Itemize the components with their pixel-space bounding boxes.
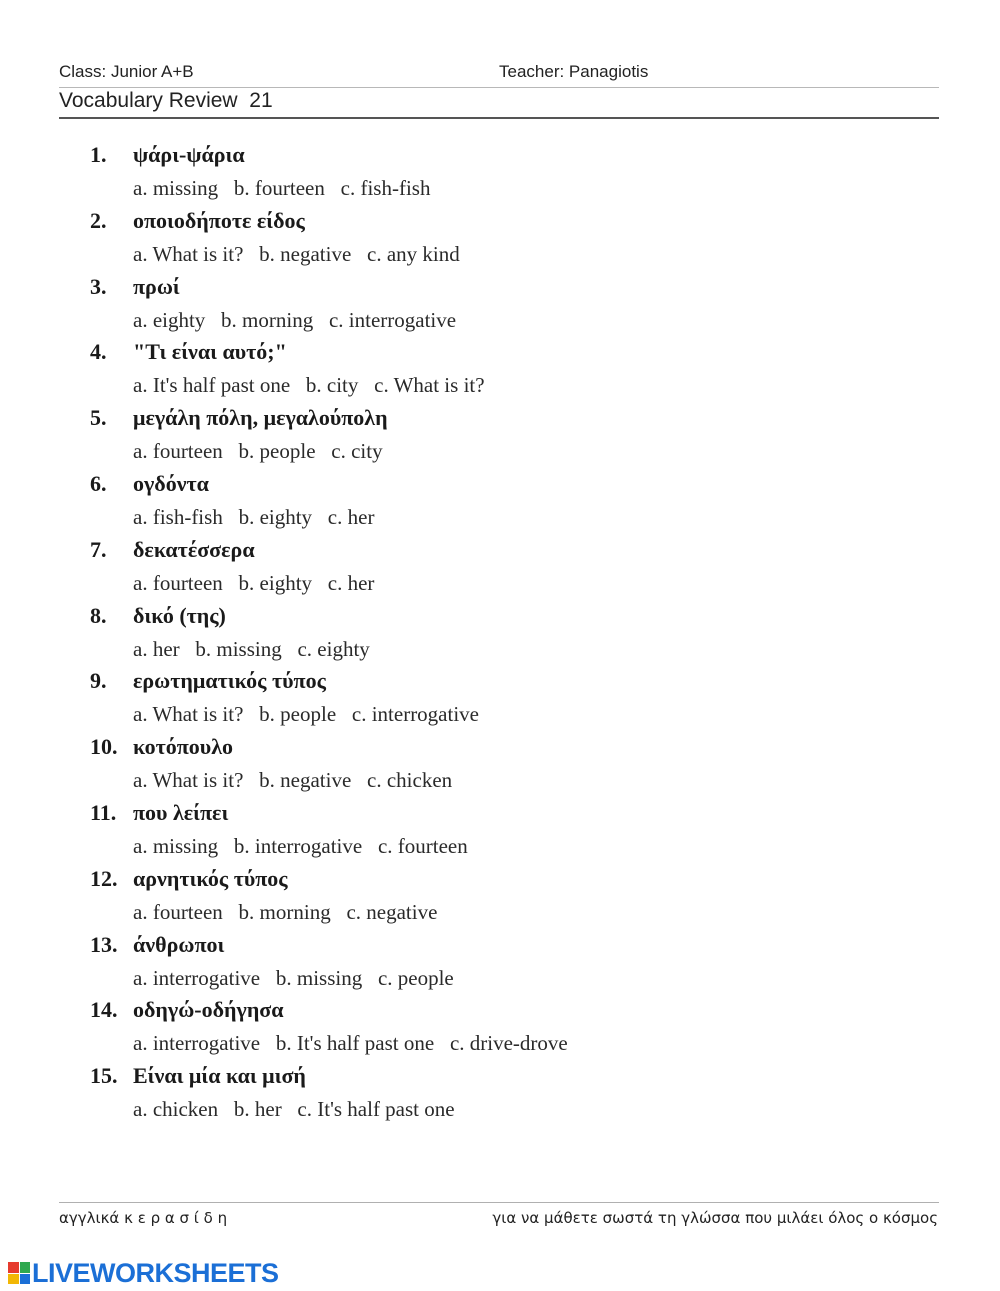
answer-options[interactable]: a. fourteen b. people c. city <box>133 439 383 464</box>
question-item <box>90 142 890 208</box>
question-item <box>90 734 890 800</box>
question-item <box>90 274 890 340</box>
liveworksheets-brand[interactable] <box>8 1258 279 1288</box>
question-prompt: ογδόντα <box>133 470 209 496</box>
question-number: 1. <box>90 142 107 167</box>
footer-divider <box>59 1202 939 1203</box>
footer-left-text: αγγλικά κ ε ρ α σ ί δ η <box>59 1209 228 1227</box>
question-prompt: κοτόπουλο <box>133 734 233 760</box>
question-item <box>90 800 890 866</box>
question-number: 6. <box>90 470 107 496</box>
question-number: 12. <box>90 865 118 891</box>
question-prompt: ψάρι-ψάρια <box>133 142 245 167</box>
question-number: 9. <box>90 668 107 694</box>
answer-options[interactable]: a. her b. missing c. eighty <box>133 636 370 661</box>
question-item <box>90 997 890 1063</box>
worksheet-header <box>59 62 939 84</box>
question-number: 15. <box>90 1063 118 1089</box>
logo-square <box>20 1262 31 1273</box>
answer-options[interactable]: a. What is it? b. negative c. any kind <box>133 241 460 266</box>
question-item <box>90 471 890 537</box>
question-prompt: δικό (της) <box>133 602 226 628</box>
answer-options[interactable]: a. What is it? b. people c. interrogative <box>133 702 479 727</box>
answer-options[interactable]: a. eighty b. morning c. interrogative <box>133 307 457 332</box>
answer-options[interactable]: a. interrogative b. missing c. people <box>133 965 454 990</box>
question-prompt: ερωτηματικός τύπος <box>133 668 326 694</box>
header-divider <box>59 87 939 88</box>
answer-options[interactable]: a. fourteen b. morning c. negative <box>133 899 438 924</box>
answer-options[interactable]: a. chicken b. her c. It's half past one <box>133 1097 455 1122</box>
brand-name: LIVEWORKSHEETS <box>32 1257 279 1288</box>
question-item <box>90 866 890 932</box>
question-number: 11. <box>90 799 117 825</box>
question-prompt: που λείπει <box>133 799 229 825</box>
question-prompt: πρωί <box>133 273 180 299</box>
question-number: 7. <box>90 536 107 562</box>
question-item <box>90 339 890 405</box>
liveworksheets-logo-icon <box>8 1262 30 1284</box>
title-divider <box>59 117 939 119</box>
answer-options[interactable]: a. fourteen b. eighty c. her <box>133 570 375 595</box>
teacher-label: Teacher: Panagiotis <box>499 62 649 81</box>
question-number: 2. <box>90 207 107 233</box>
question-list <box>90 142 890 1129</box>
question-prompt: "Τι είναι αυτό;" <box>133 339 287 365</box>
worksheet-title: Vocabulary Review 21 <box>59 89 273 112</box>
question-item <box>90 405 890 471</box>
question-number: 8. <box>90 602 107 628</box>
question-number: 4. <box>90 339 107 365</box>
answer-options[interactable]: a. interrogative b. It's half past one c. drive-drove <box>133 1031 568 1056</box>
logo-square <box>8 1274 19 1285</box>
question-item <box>90 603 890 669</box>
question-number: 3. <box>90 273 107 299</box>
answer-options[interactable]: a. missing b. interrogative c. fourteen <box>133 833 468 858</box>
question-item <box>90 537 890 603</box>
answer-options[interactable]: a. missing b. fourteen c. fish-fish <box>133 176 431 200</box>
question-item <box>90 668 890 734</box>
question-prompt: δεκατέσσερα <box>133 536 255 562</box>
logo-square <box>20 1274 31 1285</box>
question-item <box>90 932 890 998</box>
question-number: 13. <box>90 931 118 957</box>
logo-square <box>8 1262 19 1273</box>
answer-options[interactable]: a. What is it? b. negative c. chicken <box>133 768 453 793</box>
question-prompt: οδηγώ-οδήγησα <box>133 997 284 1023</box>
question-item <box>90 1063 890 1129</box>
question-prompt: Είναι μία και μισή <box>133 1063 306 1089</box>
question-prompt: οποιοδήποτε είδος <box>133 207 305 233</box>
question-prompt: άνθρωποι <box>133 931 225 957</box>
question-prompt: μεγάλη πόλη, μεγαλούπολη <box>133 405 388 431</box>
question-number: 14. <box>90 997 118 1023</box>
question-number: 5. <box>90 405 107 431</box>
footer-right-text: για να μάθετε σωστά τη γλώσσα που μιλάει όλος ο κόσμος <box>492 1209 938 1227</box>
class-label: Class: Junior A+B <box>59 62 194 81</box>
question-item <box>90 208 890 274</box>
question-number: 10. <box>90 734 118 760</box>
answer-options[interactable]: a. fish-fish b. eighty c. her <box>133 504 375 529</box>
question-prompt: αρνητικός τύπος <box>133 865 288 891</box>
answer-options[interactable]: a. It's half past one b. city c. What is it? <box>133 373 485 398</box>
